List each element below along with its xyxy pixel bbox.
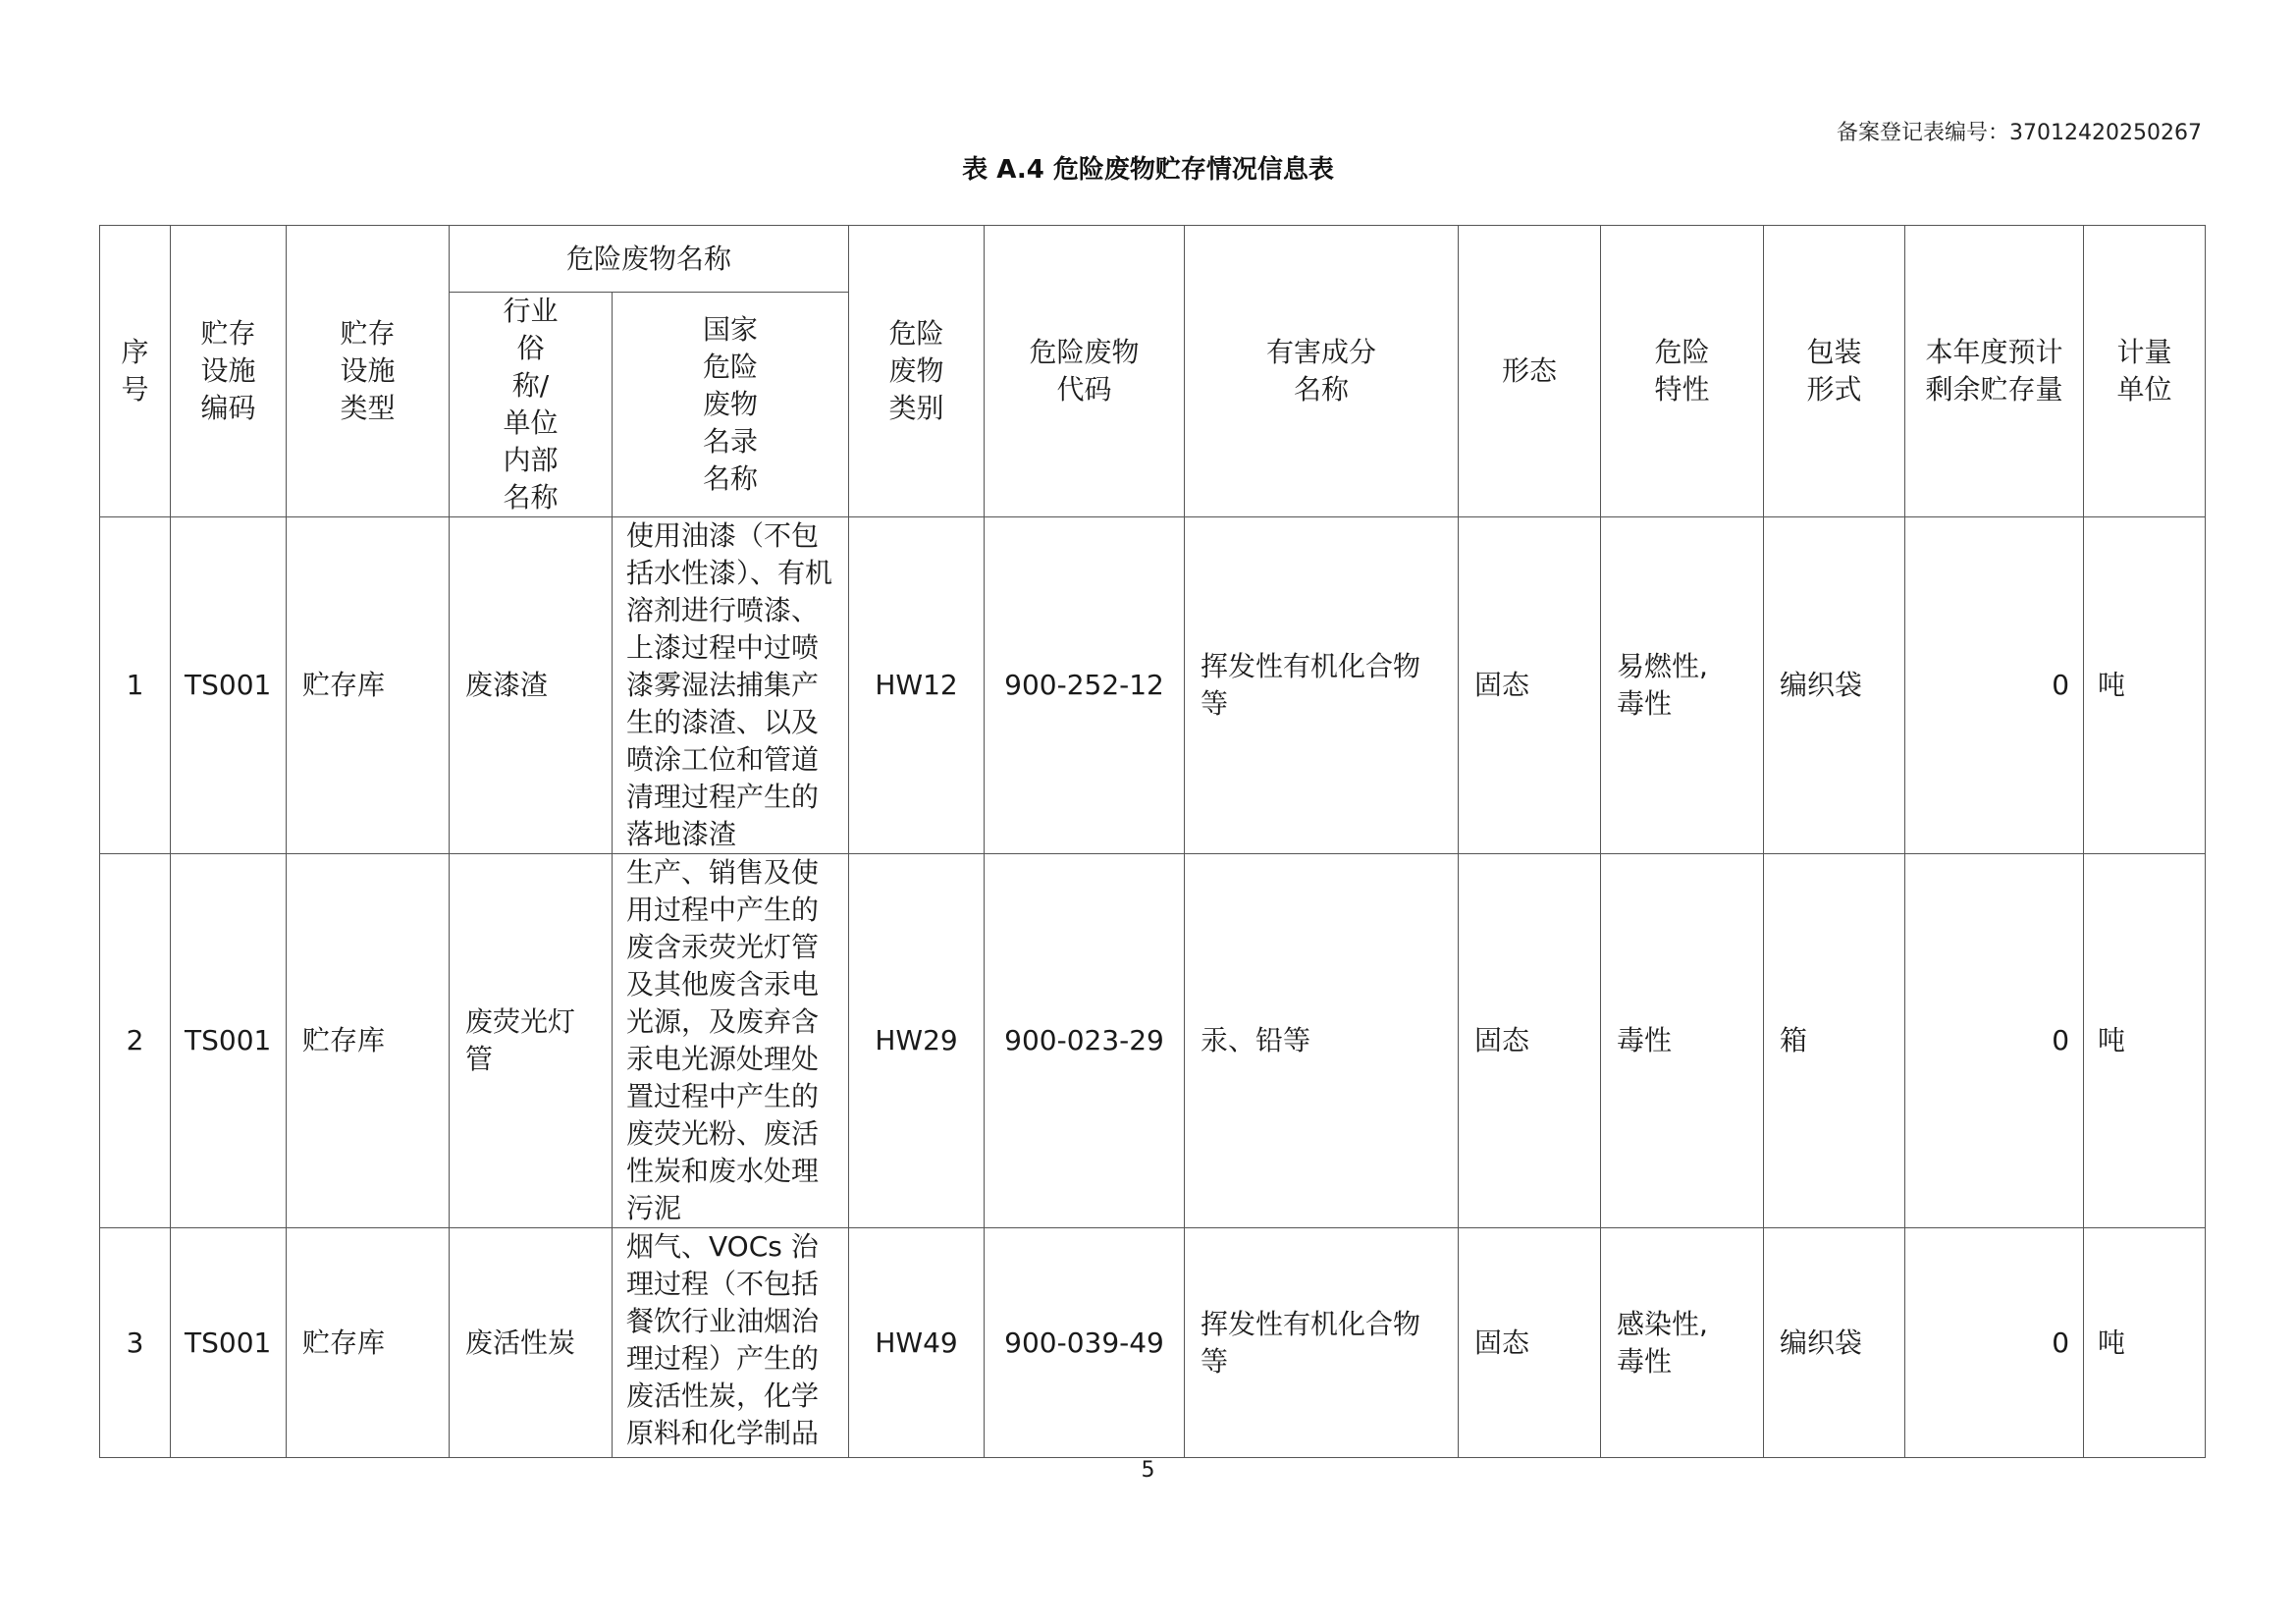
cell-facility-code: TS001	[171, 517, 287, 854]
cell-code: 900-023-29	[985, 854, 1185, 1228]
header-waste-name-group: 危险废物名称	[450, 226, 849, 293]
table-row	[100, 517, 2206, 854]
cell-hazard: 感染性,毒性	[1601, 1228, 1764, 1458]
header-seq: 序号	[100, 226, 171, 517]
cell-packaging: 编织袋	[1764, 517, 1905, 854]
table-row	[100, 1228, 2206, 1458]
cell-code: 900-039-49	[985, 1228, 1185, 1458]
cell-category: HW12	[849, 517, 985, 854]
cell-national-name: 使用油漆（不包括水性漆）、有机溶剂进行喷漆、上漆过程中过喷漆雾湿法捕集产生的漆渣、以及喷涂工位和管道清理过程产生的落地漆渣	[613, 517, 849, 854]
header-packaging: 包装形式	[1764, 226, 1905, 517]
cell-national-name: 生产、销售及使用过程中产生的废含汞荧光灯管及其他废含汞电光源，及废弃含汞电光源处理处置过程中产生的废荧光粉、废活性炭和废水处理污泥	[613, 854, 849, 1228]
header-code: 危险废物代码	[985, 226, 1185, 517]
cell-unit: 吨	[2084, 1228, 2206, 1458]
cell-harmful: 挥发性有机化合物等	[1185, 1228, 1459, 1458]
cell-remaining: 0	[1905, 854, 2084, 1228]
cell-seq: 1	[100, 517, 171, 854]
cell-form: 固态	[1459, 517, 1601, 854]
header-remaining: 本年度预计剩余贮存量	[1905, 226, 2084, 517]
cell-national-name: 烟气、VOCs 治理过程（不包括餐饮行业油烟治理过程）产生的废活性炭，化学原料和化学制品	[613, 1228, 849, 1458]
cell-facility-type: 贮存库	[287, 517, 450, 854]
cell-remaining: 0	[1905, 517, 2084, 854]
cell-form: 固态	[1459, 854, 1601, 1228]
header-national-name: 国家危险废物名录名称	[613, 293, 849, 517]
cell-unit: 吨	[2084, 517, 2206, 854]
hazardous-waste-storage-table	[99, 225, 2206, 1458]
cell-code: 900-252-12	[985, 517, 1185, 854]
cell-hazard: 毒性	[1601, 854, 1764, 1228]
cell-facility-code: TS001	[171, 854, 287, 1228]
cell-harmful: 汞、铅等	[1185, 854, 1459, 1228]
cell-category: HW29	[849, 854, 985, 1228]
cell-category: HW49	[849, 1228, 985, 1458]
cell-packaging: 箱	[1764, 854, 1905, 1228]
cell-seq: 3	[100, 1228, 171, 1458]
header-unit: 计量单位	[2084, 226, 2206, 517]
cell-hazard: 易燃性,毒性	[1601, 517, 1764, 854]
cell-form: 固态	[1459, 1228, 1601, 1458]
table-title: 表 A.4 危险废物贮存情况信息表	[962, 155, 1334, 185]
cell-packaging: 编织袋	[1764, 1228, 1905, 1458]
header-category: 危险废物类别	[849, 226, 985, 517]
cell-harmful: 挥发性有机化合物等	[1185, 517, 1459, 854]
cell-facility-type: 贮存库	[287, 854, 450, 1228]
registration-number: 备案登记表编号：37012420250267	[1837, 121, 2202, 145]
cell-seq: 2	[100, 854, 171, 1228]
cell-industry-name: 废活性炭	[450, 1228, 613, 1458]
cell-facility-type: 贮存库	[287, 1228, 450, 1458]
cell-unit: 吨	[2084, 854, 2206, 1228]
header-facility-code: 贮存设施编码	[171, 226, 287, 517]
cell-industry-name: 废漆渣	[450, 517, 613, 854]
header-harmful: 有害成分名称	[1185, 226, 1459, 517]
cell-remaining: 0	[1905, 1228, 2084, 1458]
header-form: 形态	[1459, 226, 1601, 517]
header-hazard: 危险特性	[1601, 226, 1764, 517]
page-number: 5	[1141, 1458, 1155, 1483]
table-row	[100, 854, 2206, 1228]
header-facility-type: 贮存设施类型	[287, 226, 450, 517]
header-industry-name: 行业俗称/单位内部名称	[450, 293, 613, 517]
cell-facility-code: TS001	[171, 1228, 287, 1458]
cell-industry-name: 废荧光灯管	[450, 854, 613, 1228]
